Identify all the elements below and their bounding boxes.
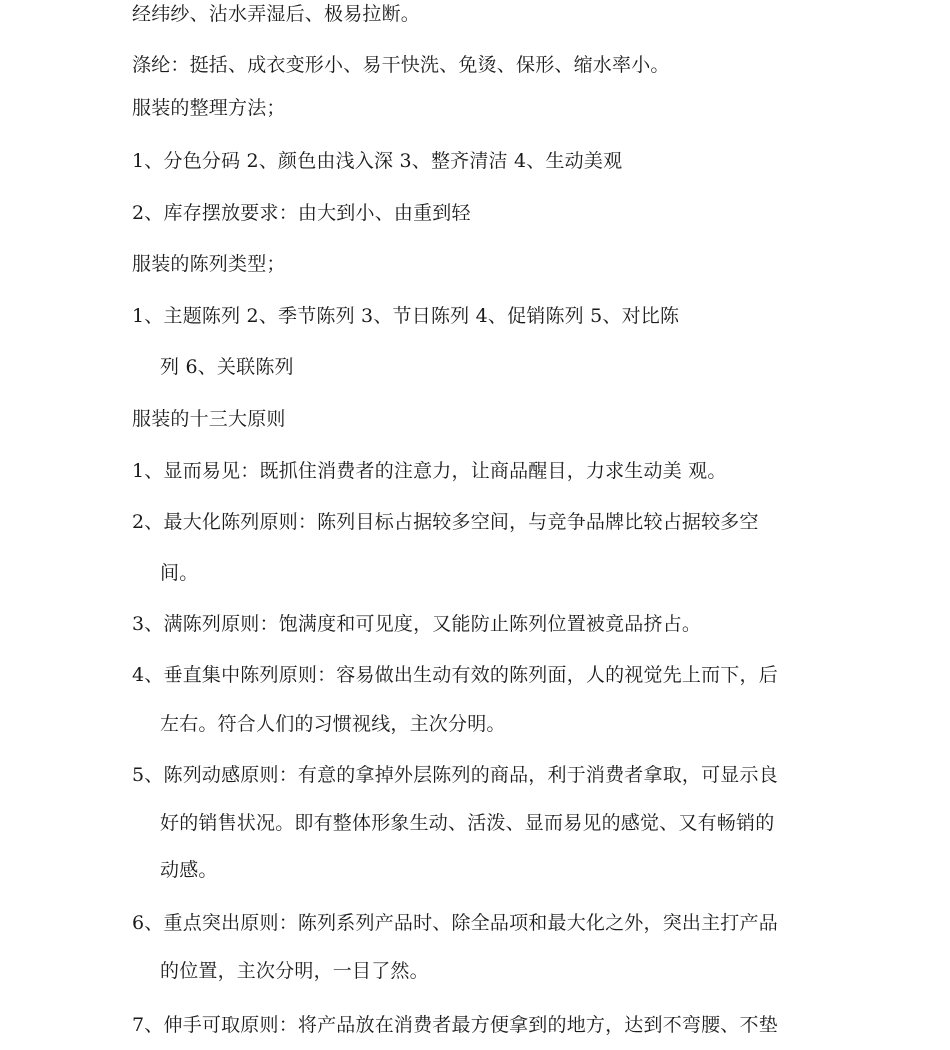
text-line-11: 2、最大化陈列原则：陈列目标占据较多空间，与竞争品牌比较占据较多空	[132, 511, 759, 533]
section-heading-display-types: 服装的陈列类型；	[132, 253, 286, 275]
text-line-15: 左右。符合人们的习惯视线，主次分明。	[160, 713, 506, 735]
section-heading-arrangement: 服装的整理方法；	[132, 97, 286, 119]
text-line-16: 5、陈列动感原则：有意的拿掉外层陈列的商品，利于消费者拿取，可显示良	[132, 764, 778, 786]
text-line-5: 2、库存摆放要求：由大到小、由重到轻	[132, 202, 471, 224]
text-line-4: 1、分色分码 2、颜色由浅入深 3、整齐清洁 4、生动美观	[132, 150, 623, 172]
text-line-1: 经纬纱、沾水弄湿后、极易拉断。	[132, 3, 421, 25]
section-heading-thirteen-principles: 服装的十三大原则	[132, 408, 286, 430]
text-line-12: 间。	[160, 562, 199, 584]
text-line-2: 涤纶：挺括、成衣变形小、易干快洗、免烫、保形、缩水率小。	[132, 54, 670, 76]
text-line-7: 1、主题陈列 2、季节陈列 3、节日陈列 4、促销陈列 5、对比陈	[132, 305, 680, 327]
text-line-8: 列 6、关联陈列	[160, 356, 294, 378]
text-line-14: 4、垂直集中陈列原则：容易做出生动有效的陈列面，人的视觉先上而下，后	[132, 664, 778, 686]
text-line-13: 3、满陈列原则：饱满度和可见度，又能防止陈列位置被竟品挤占。	[132, 613, 702, 635]
text-line-21: 7、伸手可取原则：将产品放在消费者最方便拿到的地方，达到不弯腰、不垫	[132, 1014, 778, 1036]
text-line-17: 好的销售状况。即有整体形象生动、活泼、显而易见的感觉、又有畅销的	[160, 812, 775, 834]
text-line-18: 动感。	[160, 859, 218, 881]
text-line-19: 6、重点突出原则：陈列系列产品时、除全品项和最大化之外，突出主打产品	[132, 912, 778, 934]
text-line-20: 的位置，主次分明，一目了然。	[160, 960, 429, 982]
text-line-10: 1、显而易见：既抓住消费者的注意力，让商品醒目，力求生动美 观。	[132, 460, 727, 482]
